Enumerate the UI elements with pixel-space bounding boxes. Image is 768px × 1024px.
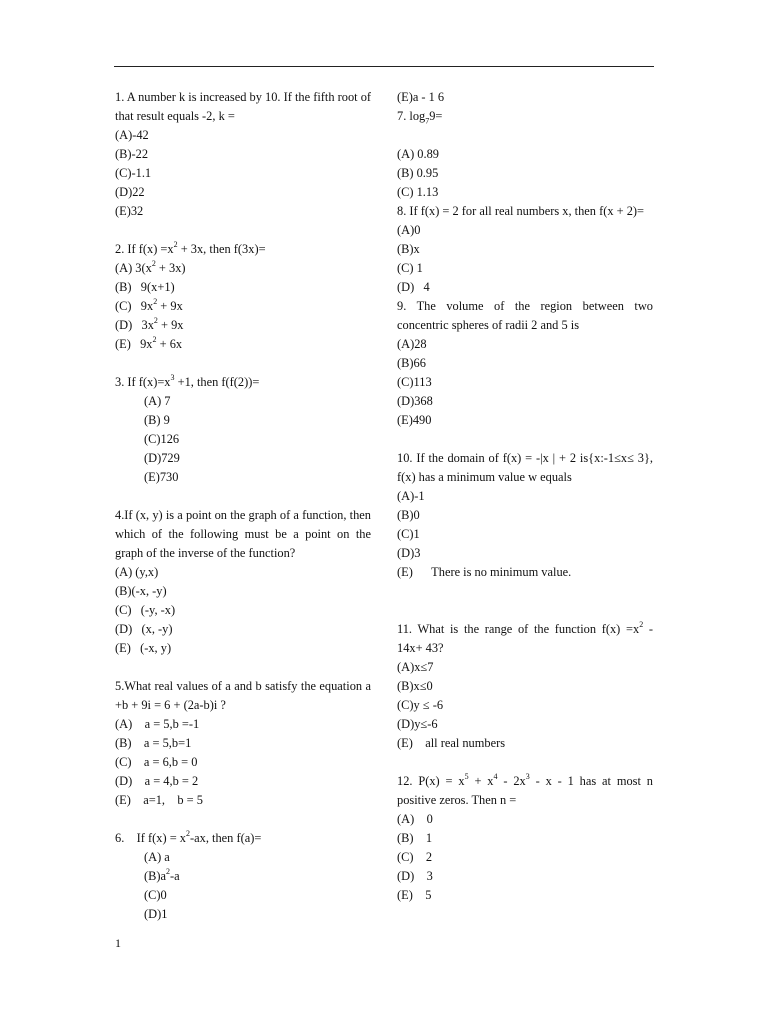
question-6-option-b: $(B)a^2-a$ (144, 866, 180, 883)
question-4 (115, 506, 371, 658)
question-2-stem: 2. If $f(x) =x^2 + 3x$, then f(3x)= (115, 239, 266, 256)
question-6-option-c: (C)0 (144, 888, 167, 902)
question-9 (397, 297, 653, 430)
question-12 (397, 772, 653, 905)
question-11-option-d: (D)y≤-6 (397, 717, 438, 731)
question-7-option-b: (B) 0.95 (397, 166, 439, 180)
question-4-option-b: (B)(-x, -y) (115, 584, 167, 598)
question-7-stem: 7. $\log_79=$ (397, 109, 443, 126)
question-8-option-b: (B)x (397, 242, 420, 256)
question-9-option-b: (B)66 (397, 356, 426, 370)
question-2-option-b: (B) 9(x+1) (115, 280, 175, 294)
question-2-option-c: (C) $9x^2 + 9x$ (115, 296, 183, 313)
question-10-stem: 10. If the domain of f(x) = -|x | + 2 is{x:-1≤x≤ 3}, f(x) has a minimum value w equals (397, 451, 653, 484)
question-4-option-d: (D) (x, -y) (115, 622, 173, 636)
question-6-option-e: (E)a - 1 6 (397, 90, 445, 104)
question-1-option-e: (E)32 (115, 204, 144, 218)
question-12-option-a: (A) 0 (397, 812, 433, 826)
question-1-option-b: (B)-22 (115, 147, 149, 161)
question-3-option-b: (B) 9 (144, 413, 170, 427)
question-12-stem: 12. $P(x) = x^5 + x^4 - 2x^3 - x - 1$ has at most n positive zeros. Then n = (397, 771, 653, 807)
question-6 (115, 829, 371, 924)
question-1-option-a: (A)-42 (115, 128, 149, 142)
question-8 (397, 202, 653, 297)
question-12-option-e: (E) 5 (397, 888, 432, 902)
question-11-option-c: (C)y ≤ -6 (397, 698, 444, 712)
question-5-option-b: (B) a = 5,b=1 (115, 736, 192, 750)
question-4-option-a: (A) (y,x) (115, 565, 159, 579)
question-10-option-c: (C)1 (397, 527, 420, 541)
question-9-stem: 9. The volume of the region between two concentric spheres of radii 2 and 5 is (397, 299, 653, 332)
question-3-stem: 3. If $f(x)=x^3 +1$, then f(f(2))= (115, 372, 260, 389)
question-6-stem: 6. If $f(x) = x^2-ax$, then f(a)= (115, 828, 262, 845)
question-7-option-c: (C) 1.13 (397, 185, 439, 199)
question-11-option-a: (A)x≤7 (397, 660, 434, 674)
question-11-stem: 11. What is the range of the function $f(x) =x^2 - 14x+ 43$? (397, 619, 653, 655)
question-8-stem: 8. If f(x) = 2 for all real numbers x, then f(x + 2)= (397, 204, 645, 218)
question-10 (397, 449, 653, 582)
question-9-option-a: (A)28 (397, 337, 427, 351)
question-9-option-d: (D)368 (397, 394, 433, 408)
question-6-option-d: (D)1 (144, 907, 168, 921)
question-3-option-a: (A) 7 (144, 394, 171, 408)
question-9-option-c: (C)113 (397, 375, 432, 389)
question-10-option-d: (D)3 (397, 546, 421, 560)
question-11 (397, 620, 653, 753)
question-4-stem: 4.If (x, y) is a point on the graph of a function, then which of the following must be a point on the graph of the inverse of the function? (115, 508, 371, 560)
question-11-option-b: (B)x≤0 (397, 679, 433, 693)
question-12-option-b: (B) 1 (397, 831, 433, 845)
question-2-option-e: (E) $9x^2 + 6x$ (115, 334, 183, 351)
question-2-option-a: (A) $3(x^2 + 3x)$ (115, 258, 186, 275)
question-2 (115, 240, 371, 354)
question-9-option-e: (E)490 (397, 413, 432, 427)
question-5-option-c: (C) a = 6,b = 0 (115, 755, 198, 769)
question-10-option-e: (E) There is no minimum value. (397, 565, 572, 579)
question-10-option-a: (A)-1 (397, 489, 425, 503)
question-8-option-c: (C) 1 (397, 261, 423, 275)
right-column (397, 88, 653, 905)
question-5-option-d: (D) a = 4,b = 2 (115, 774, 199, 788)
question-5-option-e: (E) a=1, b = 5 (115, 793, 203, 807)
header-rule (114, 66, 654, 67)
question-8-option-d: (D) 4 (397, 280, 430, 294)
question-3-option-d: (D)729 (144, 451, 180, 465)
question-4-option-e: (E) (-x, y) (115, 641, 172, 655)
question-3-option-c: (C)126 (144, 432, 180, 446)
question-5 (115, 677, 371, 810)
question-3 (115, 373, 371, 487)
question-5-option-a: (A) a = 5,b =-1 (115, 717, 200, 731)
question-5-stem: 5.What real values of a and b satisfy the equation a +b + 9i = 6 + (2a-b)i ? (115, 679, 371, 712)
question-12-option-d: (D) 3 (397, 869, 433, 883)
question-11-option-e: (E) all real numbers (397, 736, 506, 750)
question-4-option-c: (C) (-y, -x) (115, 603, 176, 617)
question-1 (115, 88, 371, 221)
page-number: 1 (115, 936, 121, 950)
question-7-option-a: (A) 0.89 (397, 147, 439, 161)
question-12-option-c: (C) 2 (397, 850, 433, 864)
question-10-option-b: (B)0 (397, 508, 420, 522)
question-1-option-d: (D)22 (115, 185, 145, 199)
question-3-option-e: (E)730 (144, 470, 179, 484)
question-1-option-c: (C)-1.1 (115, 166, 152, 180)
question-2-option-d: (D) $3x^2 + 9x$ (115, 315, 184, 332)
left-column (115, 88, 371, 924)
question-1-stem: 1. A number k is increased by 10. If the fifth root of that result equals -2, k = (115, 90, 372, 123)
question-6-option-a: (A) a (144, 850, 170, 864)
question-8-option-a: (A)0 (397, 223, 421, 237)
question-7 (397, 107, 653, 202)
